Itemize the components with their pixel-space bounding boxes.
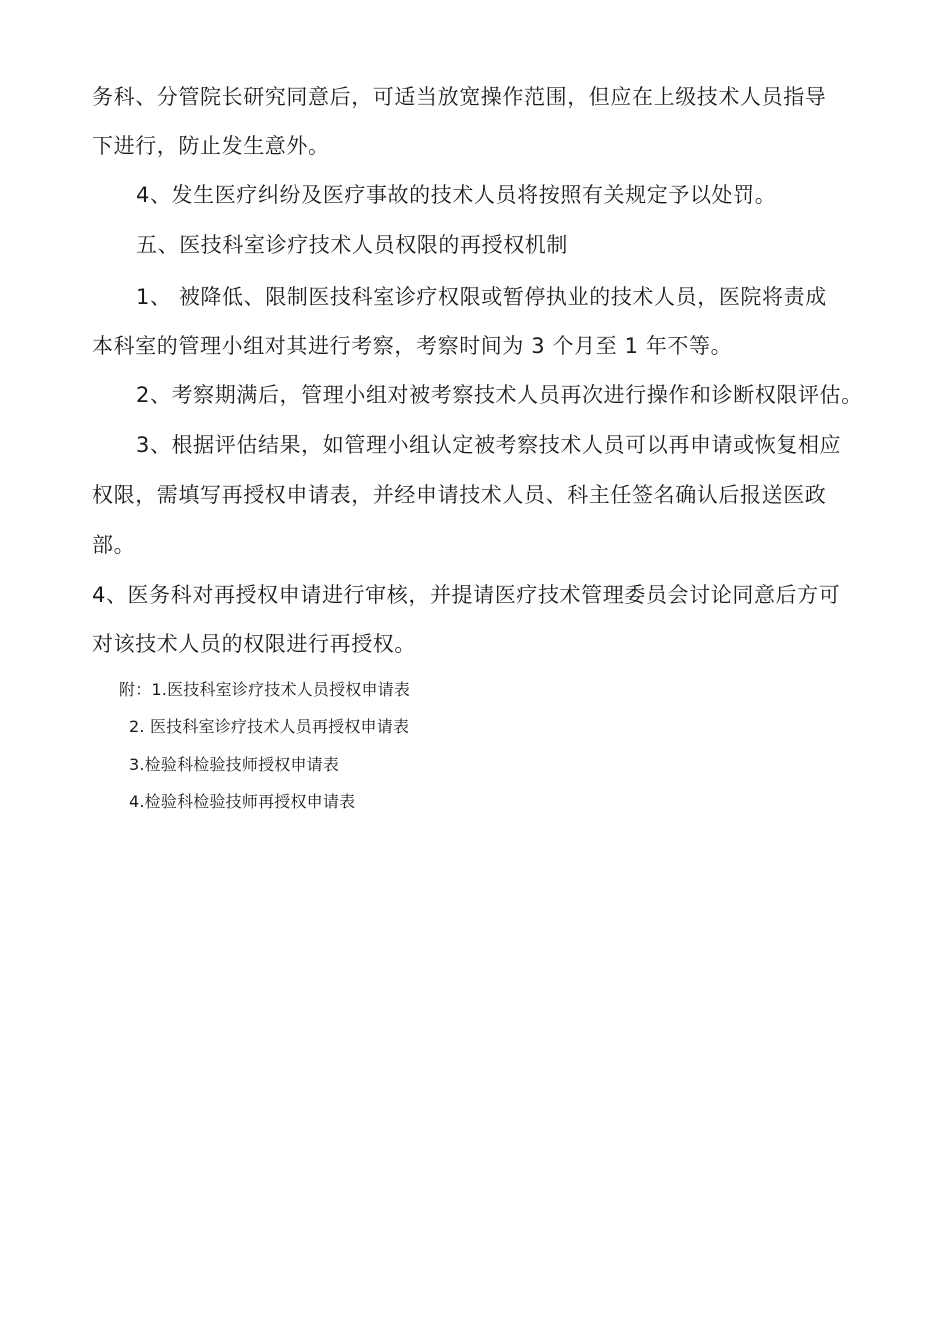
paragraph-line: 权限，需填写再授权申请表，并经申请技术人员、科主任签名确认后报送医政 bbox=[92, 483, 827, 507]
attachment-item: 附：1.医技科室诊疗技术人员授权申请表 bbox=[119, 680, 411, 699]
paragraph-line: 对该技术人员的权限进行再授权。 bbox=[92, 632, 416, 656]
paragraph-line: 3、根据评估结果，如管理小组认定被考察技术人员可以再申请或恢复相应 bbox=[136, 433, 842, 457]
paragraph-line: 1、 被降低、限制医技科室诊疗权限或暂停执业的技术人员，医院将责成 bbox=[136, 285, 827, 309]
paragraph-line: 4、发生医疗纠纷及医疗事故的技术人员将按照有关规定予以处罚。 bbox=[136, 183, 777, 207]
attachment-item: 2. 医技科室诊疗技术人员再授权申请表 bbox=[129, 717, 410, 736]
paragraph-line: 本科室的管理小组对其进行考察，考察时间为 3 个月至 1 年不等。 bbox=[92, 334, 733, 358]
paragraph-line: 4、医务科对再授权申请进行审核，并提请医疗技术管理委员会讨论同意后方可 bbox=[92, 583, 841, 607]
attachment-item: 4.检验科检验技师再授权申请表 bbox=[129, 792, 356, 811]
paragraph-line: 部。 bbox=[92, 533, 136, 557]
paragraph-line: 下进行，防止发生意外。 bbox=[92, 134, 330, 158]
paragraph-line: 务科、分管院长研究同意后，可适当放宽操作范围，但应在上级技术人员指导 bbox=[92, 85, 827, 109]
section-heading: 五、医技科室诊疗技术人员权限的再授权机制 bbox=[136, 233, 568, 257]
attachment-item: 3.检验科检验技师授权申请表 bbox=[129, 755, 340, 774]
paragraph-line: 2、考察期满后，管理小组对被考察技术人员再次进行操作和诊断权限评估。 bbox=[136, 383, 863, 407]
